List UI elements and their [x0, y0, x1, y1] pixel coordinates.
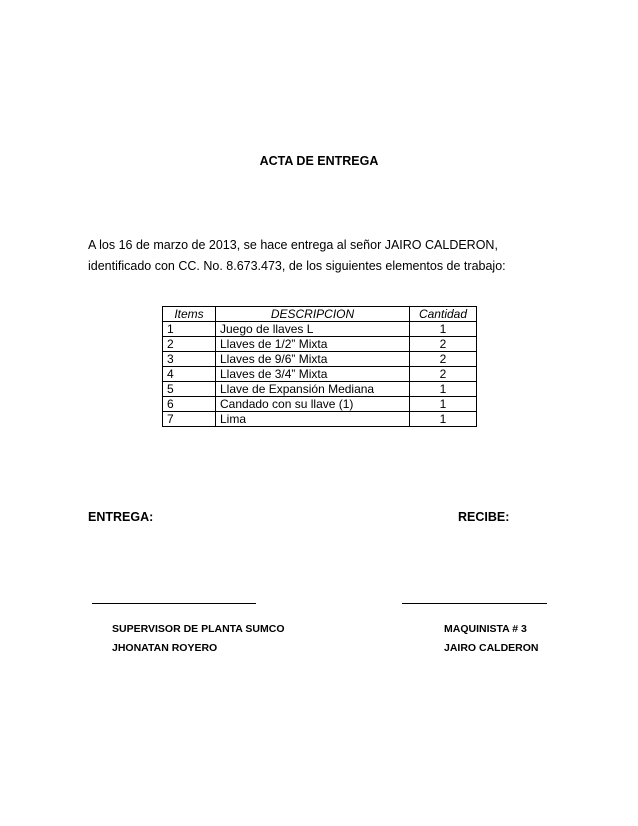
- table-row: [163, 352, 477, 367]
- signer-role-right: MAQUINISTA # 3: [444, 623, 527, 635]
- document-title: ACTA DE ENTREGA: [259, 154, 379, 168]
- signer-name-right: JAIRO CALDERON: [444, 642, 539, 654]
- item-quantity: 2: [410, 352, 477, 367]
- item-description: Llaves de 1/2” Mixta: [216, 337, 410, 352]
- table-row: [163, 322, 477, 337]
- item-description: Juego de llaves L: [216, 322, 410, 337]
- table-row: [163, 412, 477, 427]
- item-number: 2: [163, 337, 216, 352]
- table-row: [163, 367, 477, 382]
- column-header-description: DESCRIPCION: [216, 307, 410, 322]
- item-quantity: 1: [410, 382, 477, 397]
- item-description: Candado con su llave (1): [216, 397, 410, 412]
- item-description: Llave de Expansión Mediana: [216, 382, 410, 397]
- signer-name-left: JHONATAN ROYERO: [112, 642, 218, 654]
- signature-line-left: [92, 603, 256, 604]
- item-number: 4: [163, 367, 216, 382]
- entrega-label: ENTREGA:: [88, 510, 154, 524]
- item-quantity: 2: [410, 367, 477, 382]
- signature-block-left: [112, 620, 285, 658]
- intro-paragraph: A los 16 de marzo de 2013, se hace entrega al señor JAIRO CALDERON, identificado con CC. No. 8.673.473, de los siguientes elementos de trabajo:: [88, 238, 506, 273]
- table-row: [163, 397, 477, 412]
- items-table: [162, 306, 477, 427]
- signature-line-right: [402, 603, 547, 604]
- table-row: [163, 382, 477, 397]
- item-quantity: 2: [410, 337, 477, 352]
- item-quantity: 1: [410, 412, 477, 427]
- item-description: Llaves de 9/6” Mixta: [216, 352, 410, 367]
- column-header-items: Items: [163, 307, 216, 322]
- item-number: 5: [163, 382, 216, 397]
- signature-block-right: [444, 620, 539, 658]
- table-header-row: [163, 307, 477, 322]
- signer-role-left: SUPERVISOR DE PLANTA SUMCO: [112, 623, 285, 635]
- item-number: 1: [163, 322, 216, 337]
- item-quantity: 1: [410, 397, 477, 412]
- item-description: Llaves de 3/4” Mixta: [216, 367, 410, 382]
- item-description: Lima: [216, 412, 410, 427]
- item-number: 6: [163, 397, 216, 412]
- item-quantity: 1: [410, 322, 477, 337]
- column-header-quantity: Cantidad: [410, 307, 477, 322]
- item-number: 3: [163, 352, 216, 367]
- table-row: [163, 337, 477, 352]
- recibe-label: RECIBE:: [458, 510, 510, 524]
- item-number: 7: [163, 412, 216, 427]
